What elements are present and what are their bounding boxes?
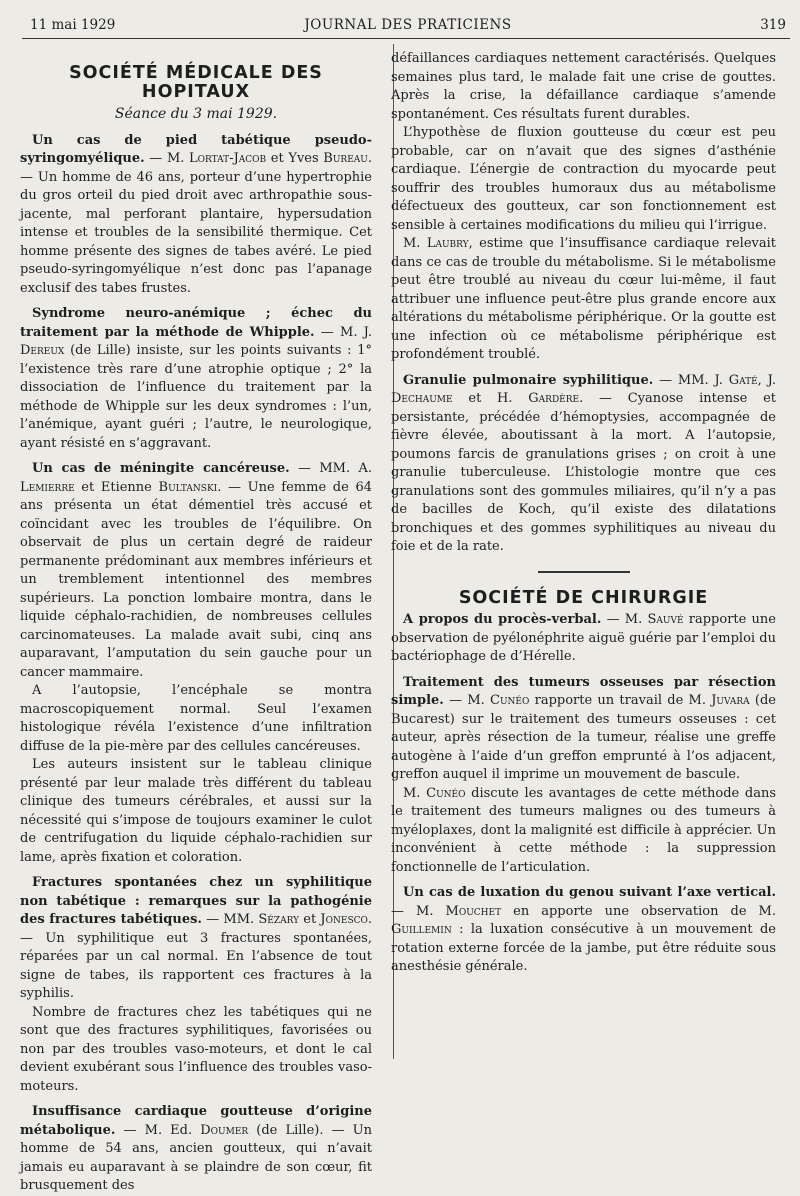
page-header — [30, 17, 786, 39]
article-paragraph: Les auteurs insistent sur le tableau clinique présenté par leur malade très différent du tableau clinique des tumeurs cérébrales, et aussi sur la nécessité qui s’impose de toujours examiner le culot de centrifugation du liquide céphalo-rachidien sur lame, après fixation et coloration. — [20, 757, 372, 865]
page-number: 319 — [760, 17, 786, 33]
article-body: (de Lille). — Un homme de 54 ans, ancien goutteux, qui n’avait jamais eu auparavant à se plaindre de son cœur, fit brusquement des — [20, 1122, 373, 1193]
author-name: Dechaume — [391, 391, 453, 406]
left-column — [20, 50, 372, 1196]
article-body: . — Une femme de 64 ans présenta un état démentiel très accusé et coïncidant avec les troubles de l’équilibre. On observait de plus un certain degré de raideur permanente prédominant aux membres inférieurs et un tremblement intentionnel des membres supérieurs. La ponction lombaire montra, dans le liquide céphalo-rachidien, de nombreuses cellules carcinomateuses. La malade avait subi, cinq ans auparavant, l’amputation du sein gauche pour un cancer mammaire. — [20, 479, 372, 680]
article-body: . — Un homme de 46 ans, porteur d’une hypertrophie du gros orteil du pied droit avec arthropathie sous-jacente, mal perforant plantaire, hypersudation intense et troubles de la sensibilité thermique. Cet homme présente des signes de tabes avéré. Le pied pseudo-syringomyélique n’est donc pas l’apanage exclusif des tabes frustes. — [20, 151, 373, 296]
article-title: Granulie pulmonaire syphilitique. — [403, 372, 654, 388]
article-body: rapporte une observation de pyélonéphrite aiguë guérie par l’emploi du bactériophage de d’Hérelle. — [391, 612, 776, 664]
author-name: Dereux — [20, 343, 65, 358]
article-title: A propos du procès-verbal. — [403, 612, 602, 627]
society-title: SOCIÉTÉ MÉDICALE DES HOPITAUX — [69, 63, 323, 102]
session-date: Séance du 3 mai 1929. — [114, 106, 278, 122]
author-name: Guillemin — [391, 922, 452, 937]
article-title: Un cas de pied tabétique pseudo-syringomyélique. — [20, 132, 372, 166]
author-name: Sauvé — [647, 612, 684, 627]
article-body: . — Cyanose intense et persistante, précédée d’hémoptysies, accompagnée de fièvre élevée, aboutissant à la mort. A l’autopsie, poumons farcis de granulations grises ; on croit à une granulie tuberculeuse. L’histologie montre que ces granulations sont des gommules miliaires, qu’il n’y a pas de bacilles de Koch, qu’il existe des dilatations bronchiques et des gommes syphilitiques au niveau du foie et de la rate. — [391, 391, 776, 554]
author-name: Cunéo — [490, 693, 530, 708]
article-title: Syndrome neuro-anémique ; échec du traitement par la méthode de Whipple. — [20, 306, 372, 340]
author-name: Lemierre — [20, 479, 75, 495]
author-name: Cunéo — [426, 785, 466, 801]
article-title: Insuffisance cardiaque goutteuse d’origine métabolique. — [20, 1104, 372, 1138]
author-name: Bultanski — [158, 479, 218, 495]
article-proces-verbal: A propos du procès-verbal. — M. Sauvé rapporte une observation de pyélonéphrite aiguë guérie par l’emploi du bactériophage de d’Hérelle. — [391, 612, 776, 664]
author-name: Doumer — [200, 1122, 249, 1138]
article-tumeurs-osseuses: Traitement des tumeurs osseuses par résection simple. — M. Cunéo rapporte un travail de M. Juvara (de Bucarest) sur le traitement des tumeurs osseuses : cet auteur, après résection de la tumeur, réalise une greffe autogène à l’aide d’un greffon emprunté à l’os adjacent, greffon auquel il imprime un mouvement de bascule. — [391, 674, 776, 782]
author-name: Gardère — [528, 391, 580, 406]
article-title: Traitement des tumeurs osseuses par résection simple. — [391, 674, 776, 708]
author-name: Jonesco — [320, 912, 368, 927]
society-title: SOCIÉTÉ DE CHIRURGIE — [458, 587, 709, 608]
article-insuffisance-cardiaque: Insuffisance cardiaque goutteuse d’origine métabolique. — M. Ed. Doumer (de Lille). — Un homme de 54 ans, ancien goutteux, qui n’avait jamais eu auparavant à se plaindre de son cœur, fit brusquement des — [20, 1104, 373, 1193]
author-name: Lortat-Jacob — [189, 151, 267, 166]
article-paragraph: L’hypothèse de fluxion goutteuse du cœur est peu probable, car on n’avait que des signes d’asthénie cardiaque. L’énergie de contraction du myocarde peut souffrir des troubles humoraux dus au métabolisme défectueux des goutteux, car son fonctionnement est sensible à certaines modifications du milieu qui l’irrigue. — [391, 125, 776, 233]
article-title: Un cas de luxation du genou suivant l’axe vertical. — [403, 885, 776, 900]
header-rule — [22, 38, 790, 39]
article-title: Un cas de méningite cancéreuse. — [32, 461, 290, 476]
author-name: Laubry — [426, 236, 469, 251]
author-name: Mouchet — [445, 903, 502, 919]
article-body: : la luxation consécutive à un mouvement de rotation externe forcée de la jambe, put être réduite sous anesthésie générale. — [391, 922, 776, 974]
author-name: Sézary — [258, 912, 300, 927]
article-continuation: défaillances cardiaques nettement caractérisés. Quelques semaines plus tard, le malade fait une crise de gouttes. Après la crise, la défaillance cardiaque s’amende spontanément. Ces résultats furent durables. — [391, 51, 776, 122]
article-paragraph: A l’autopsie, l’encéphale se montra macroscopiquement normal. Seul l’examen histologique révéla l’existence d’une infiltration diffuse de la pie-mère par des cellules cancéreuses. — [20, 683, 372, 754]
author-name: Juvara — [711, 693, 750, 708]
article-syndrome-neuro-anemique: Syndrome neuro-anémique ; échec du traitement par la méthode de Whipple. — M. J. Dereux (de Lille) insiste, sur les points suivants : 1° l’existence très rare d’une atrophie optique ; 2° la dissociation de l’influence du traitement par la méthode de Whipple sur les deux syndromes : l’un, l’anémique, ayant guéri ; l’autre, le neurologique, ayant résisté en s’aggravant. — [20, 306, 373, 451]
article-body: (de Bucarest) sur le traitement des tumeurs osseuses : cet auteur, après résection de la tumeur, réalise une greffe autogène à l’aide d’un greffon emprunté à l’os adjacent, greffon auquel il imprime un mouvement de bascule. — [391, 693, 776, 782]
article-title: Fractures spontanées chez un syphilitique non tabétique : remarques sur la pathogénie des fractures tabétiques. — [20, 875, 372, 927]
article-paragraph: M. Laubry, estime que l’insuffisance cardiaque relevait dans ce cas de trouble du métabolisme. Si le métabolisme peut être troublé au niveau du cœur lui-même, il faut attribuer une influence peut-être plus grande encore aux altérations du métabolisme périphérique. Or la goutte est une infection où ce métabolisme périphérique est profondément troublé. — [391, 236, 777, 362]
section-divider — [538, 571, 630, 573]
article-body: (de Lille) insiste, sur les points suivants : 1° l’existence très rare d’une atrophie optique ; 2° la dissociation de l’influence du traitement par la méthode de Whipple sur les deux syndromes : l’un, l’anémique, ayant guéri ; l’autre, le neurologique, ayant résisté en s’aggravant. — [20, 343, 372, 451]
journal-title: JOURNAL DES PRATICIENS — [304, 17, 512, 33]
right-column — [391, 50, 776, 984]
article-body: . — Un syphilitique eut 3 fractures spontanées, réparées par un cal normal. En l’absence de tout signe de tabes, ils rapportent ces fractures à la syphilis. — [20, 912, 373, 1001]
article-pied-tabetique: Un cas de pied tabétique pseudo-syringomyélique. — M. Lortat-Jacob et Yves Bureau. — Un homme de 46 ans, porteur d’une hypertrophie du gros orteil du pied droit avec arthropathie sous-jacente, mal perforant plantaire, hypersudation intense et troubles de la sensibilité thermique. Cet homme présente des signes de tabes avéré. Le pied pseudo-syringomyélique n’est donc pas l’apanage exclusif des tabes frustes. — [20, 132, 373, 296]
author-name: Gaté — [728, 372, 758, 388]
issue-date: 11 mai 1929 — [30, 17, 116, 33]
author-name: Bureau — [323, 151, 368, 166]
article-fractures-spontanees: Fractures spontanées chez un syphilitique non tabétique : remarques sur la pathogénie des fractures tabétiques. — MM. Sézary et Jonesco. — Un syphilitique eut 3 fractures spontanées, réparées par un cal normal. En l’absence de tout signe de tabes, ils rapportent ces fractures à la syphilis. — [20, 875, 373, 1001]
article-meningite-cancereuse: Un cas de méningite cancéreuse. — MM. A. Lemierre et Etienne Bultanski. — Une femme de 64 ans présenta un état démentiel très accusé et coïncidant avec les troubles de l’équilibre. On observait de plus un certain degré de raideur permanente prédominant aux membres inférieurs et un tremblement intentionnel des membres supérieurs. La ponction lombaire montra, dans le liquide céphalo-rachidien, de nombreuses cellules carcinomateuses. La malade avait subi, cinq ans auparavant, l’amputation du sein gauche pour un cancer mammaire. — [20, 461, 373, 680]
article-luxation-genou: Un cas de luxation du genou suivant l’axe vertical. — M. Mouchet en apporte une observation de M. Guillemin : la luxation consécutive à un mouvement de rotation externe forcée de la jambe, put être réduite sous anesthésie générale. — [391, 885, 777, 974]
article-paragraph: M. Cunéo discute les avantages de cette méthode dans le traitement des tumeurs malignes ou des tumeurs à myéloplaxes, dont la malignité est difficile à apprécier. Un inconvénient à cette méthode : la suppression fonctionnelle de l’articulation. — [391, 785, 776, 875]
article-paragraph: Nombre de fractures chez les tabétiques qui ne sont que des fractures syphilitiques, favorisées ou non par des troubles vaso-moteurs, et dont le cal devient exubérant sous l’influence des troubles vaso-moteurs. — [20, 1004, 372, 1094]
article-granulie-pulmonaire: Granulie pulmonaire syphilitique. — MM. J. Gaté, J. Dechaume et H. Gardère. — Cyanose intense et persistante, précédée d’hémoptysies, accompagnée de fièvre élevée, aboutissant à la mort. A l’autopsie, poumons farcis de granulations grises ; on croit à une granulie tuberculeuse. L’histologie montre que ces granulations sont des gommules miliaires, qu’il n’y a pas de bacilles de Koch, qu’il existe des dilatations bronchiques et des gommes syphilitiques au niveau du foie et de la rate. — [391, 372, 776, 554]
